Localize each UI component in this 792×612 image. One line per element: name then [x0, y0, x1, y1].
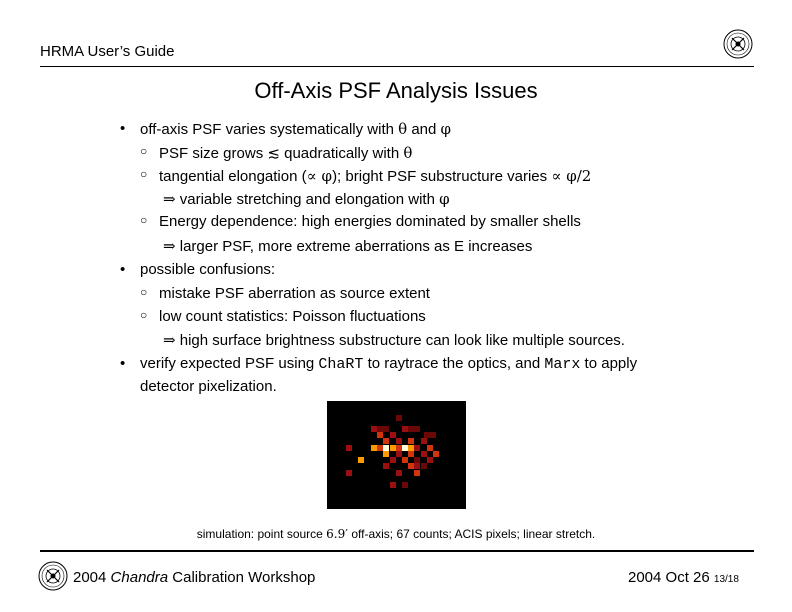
- psf-count-pixel: [390, 482, 396, 488]
- psf-count-pixel: [396, 470, 402, 476]
- psf-count-pixel: [346, 445, 352, 451]
- page-number: 13/18: [713, 574, 739, 585]
- psf-count-pixel: [402, 457, 408, 463]
- psf-count-pixel: [408, 451, 414, 457]
- implication-larger-psf: [163, 237, 532, 255]
- bullet-text: PSF size grows: [159, 145, 268, 162]
- psf-count-pixel: [414, 445, 420, 451]
- bullet-verify-psf-cont: detector pixelization.: [140, 378, 277, 395]
- footer-rule: [40, 550, 754, 552]
- bullet-text: larger PSF, more extreme aberrations as E increases: [175, 238, 533, 255]
- bullet-text: variable stretching and elongation with: [175, 191, 440, 208]
- phi-symbol: φ: [439, 190, 450, 208]
- psf-count-pixel: [402, 445, 408, 451]
- psf-count-pixel: [408, 463, 414, 469]
- sub-bullet-circle: ○: [140, 144, 148, 158]
- bullet-confusions: possible confusions:: [140, 261, 276, 278]
- psf-count-pixel: [371, 445, 377, 451]
- footer-date: 2004 Oct 26: [628, 569, 710, 586]
- bullet-text: off-axis PSF varies systematically with: [140, 121, 399, 138]
- footer-workshop: [73, 569, 315, 586]
- sub-bullet-energy: Energy dependence: high energies dominated by smaller shells: [159, 213, 581, 230]
- bullet-text: quadratically with: [279, 145, 404, 162]
- psf-count-pixel: [383, 438, 389, 444]
- psf-count-pixel: [424, 432, 430, 438]
- implication-substructure: [163, 331, 625, 349]
- phi-symbol: φ: [440, 120, 452, 138]
- implies-arrow: ⇒: [163, 331, 176, 349]
- simulation-caption: [0, 527, 792, 541]
- lesssim-symbol: ≲: [267, 144, 280, 162]
- bullet-text: tangential elongation (: [159, 168, 307, 185]
- psf-count-pixel: [430, 432, 436, 438]
- footer-date-page: [628, 569, 739, 586]
- bullet-dot: •: [120, 355, 126, 372]
- theta-symbol: θ: [403, 144, 413, 162]
- psf-count-pixel: [408, 438, 414, 444]
- sub-bullet-tangential: [159, 167, 591, 185]
- footer-chandra: Chandra: [110, 569, 169, 586]
- sub-bullet-circle: ○: [140, 308, 148, 322]
- caption-offaxis-angle: 6.9′: [326, 527, 348, 541]
- psf-count-pixel: [383, 463, 389, 469]
- bullet-off-axis-psf: [140, 120, 451, 138]
- sub-bullet-low-count: low count statistics: Poisson fluctuations: [159, 308, 426, 325]
- psf-count-pixel: [414, 426, 420, 432]
- bullet-text: verify expected PSF using: [140, 355, 319, 372]
- theta-symbol: θ: [398, 120, 408, 138]
- footer-year: 2004: [73, 569, 107, 586]
- psf-count-pixel: [402, 426, 408, 432]
- psf-count-pixel: [396, 451, 402, 457]
- bullet-verify-psf: [140, 355, 637, 373]
- bullet-dot: •: [120, 120, 126, 137]
- psf-count-pixel: [427, 457, 433, 463]
- psf-simulation-image: [327, 401, 466, 509]
- psf-count-pixel: [383, 445, 389, 451]
- implication-stretching: [163, 190, 450, 208]
- bullet-text: ); bright PSF substructure varies: [332, 168, 552, 185]
- psf-count-pixel: [408, 426, 414, 432]
- psf-count-pixel: [390, 445, 396, 451]
- caption-text: simulation: point source: [196, 527, 327, 541]
- psf-count-pixel: [383, 426, 389, 432]
- propto-symbol: ∝: [551, 167, 562, 185]
- cfa-seal-icon: [723, 29, 753, 59]
- psf-count-pixel: [377, 432, 383, 438]
- sub-bullet-circle: ○: [140, 285, 148, 299]
- cfa-seal-icon: [38, 561, 68, 591]
- psf-count-pixel: [377, 445, 383, 451]
- guide-title: HRMA User’s Guide: [40, 43, 175, 60]
- bullet-dot: •: [120, 261, 126, 278]
- propto-symbol: ∝: [306, 167, 317, 185]
- psf-count-pixel: [427, 445, 433, 451]
- psf-count-pixel: [390, 457, 396, 463]
- psf-count-pixel: [421, 451, 427, 457]
- phi-symbol: φ: [316, 167, 333, 185]
- psf-count-pixel: [390, 432, 396, 438]
- psf-count-pixel: [358, 457, 364, 463]
- psf-count-pixel: [396, 438, 402, 444]
- psf-count-pixel: [371, 426, 377, 432]
- sub-bullet-circle: ○: [140, 167, 148, 181]
- footer-workshop-name: Calibration Workshop: [172, 569, 316, 586]
- implies-arrow: ⇒: [163, 237, 176, 255]
- psf-count-pixel: [402, 482, 408, 488]
- psf-count-pixel: [346, 470, 352, 476]
- bullet-text: high surface brightness substructure can look like multiple sources.: [175, 332, 625, 349]
- psf-count-pixel: [414, 463, 420, 469]
- phi-half-symbol: φ/2: [561, 167, 592, 185]
- psf-count-pixel: [414, 457, 420, 463]
- psf-count-pixel: [433, 451, 439, 457]
- slide-title: Off-Axis PSF Analysis Issues: [254, 78, 538, 103]
- psf-count-pixel: [421, 463, 427, 469]
- marx-code: Marx: [544, 356, 581, 373]
- caption-text: off-axis; 67 counts; ACIS pixels; linear stretch.: [347, 527, 596, 541]
- bullet-text: to raytrace the optics, and: [363, 355, 545, 372]
- bullet-text: to apply: [580, 355, 638, 372]
- psf-count-pixel: [396, 415, 402, 421]
- psf-count-pixel: [396, 445, 402, 451]
- sub-bullet-mistake: mistake PSF aberration as source extent: [159, 285, 430, 302]
- sub-bullet-psf-size: [159, 144, 412, 162]
- psf-count-pixel: [408, 445, 414, 451]
- bullet-text: and: [407, 121, 441, 138]
- implies-arrow: ⇒: [163, 190, 176, 208]
- psf-count-pixel: [414, 470, 420, 476]
- chart-code: ChaRT: [318, 356, 364, 373]
- psf-count-pixel: [383, 451, 389, 457]
- header-rule: [40, 66, 754, 67]
- psf-count-pixel: [421, 438, 427, 444]
- psf-count-pixel: [377, 426, 383, 432]
- sub-bullet-circle: ○: [140, 213, 148, 227]
